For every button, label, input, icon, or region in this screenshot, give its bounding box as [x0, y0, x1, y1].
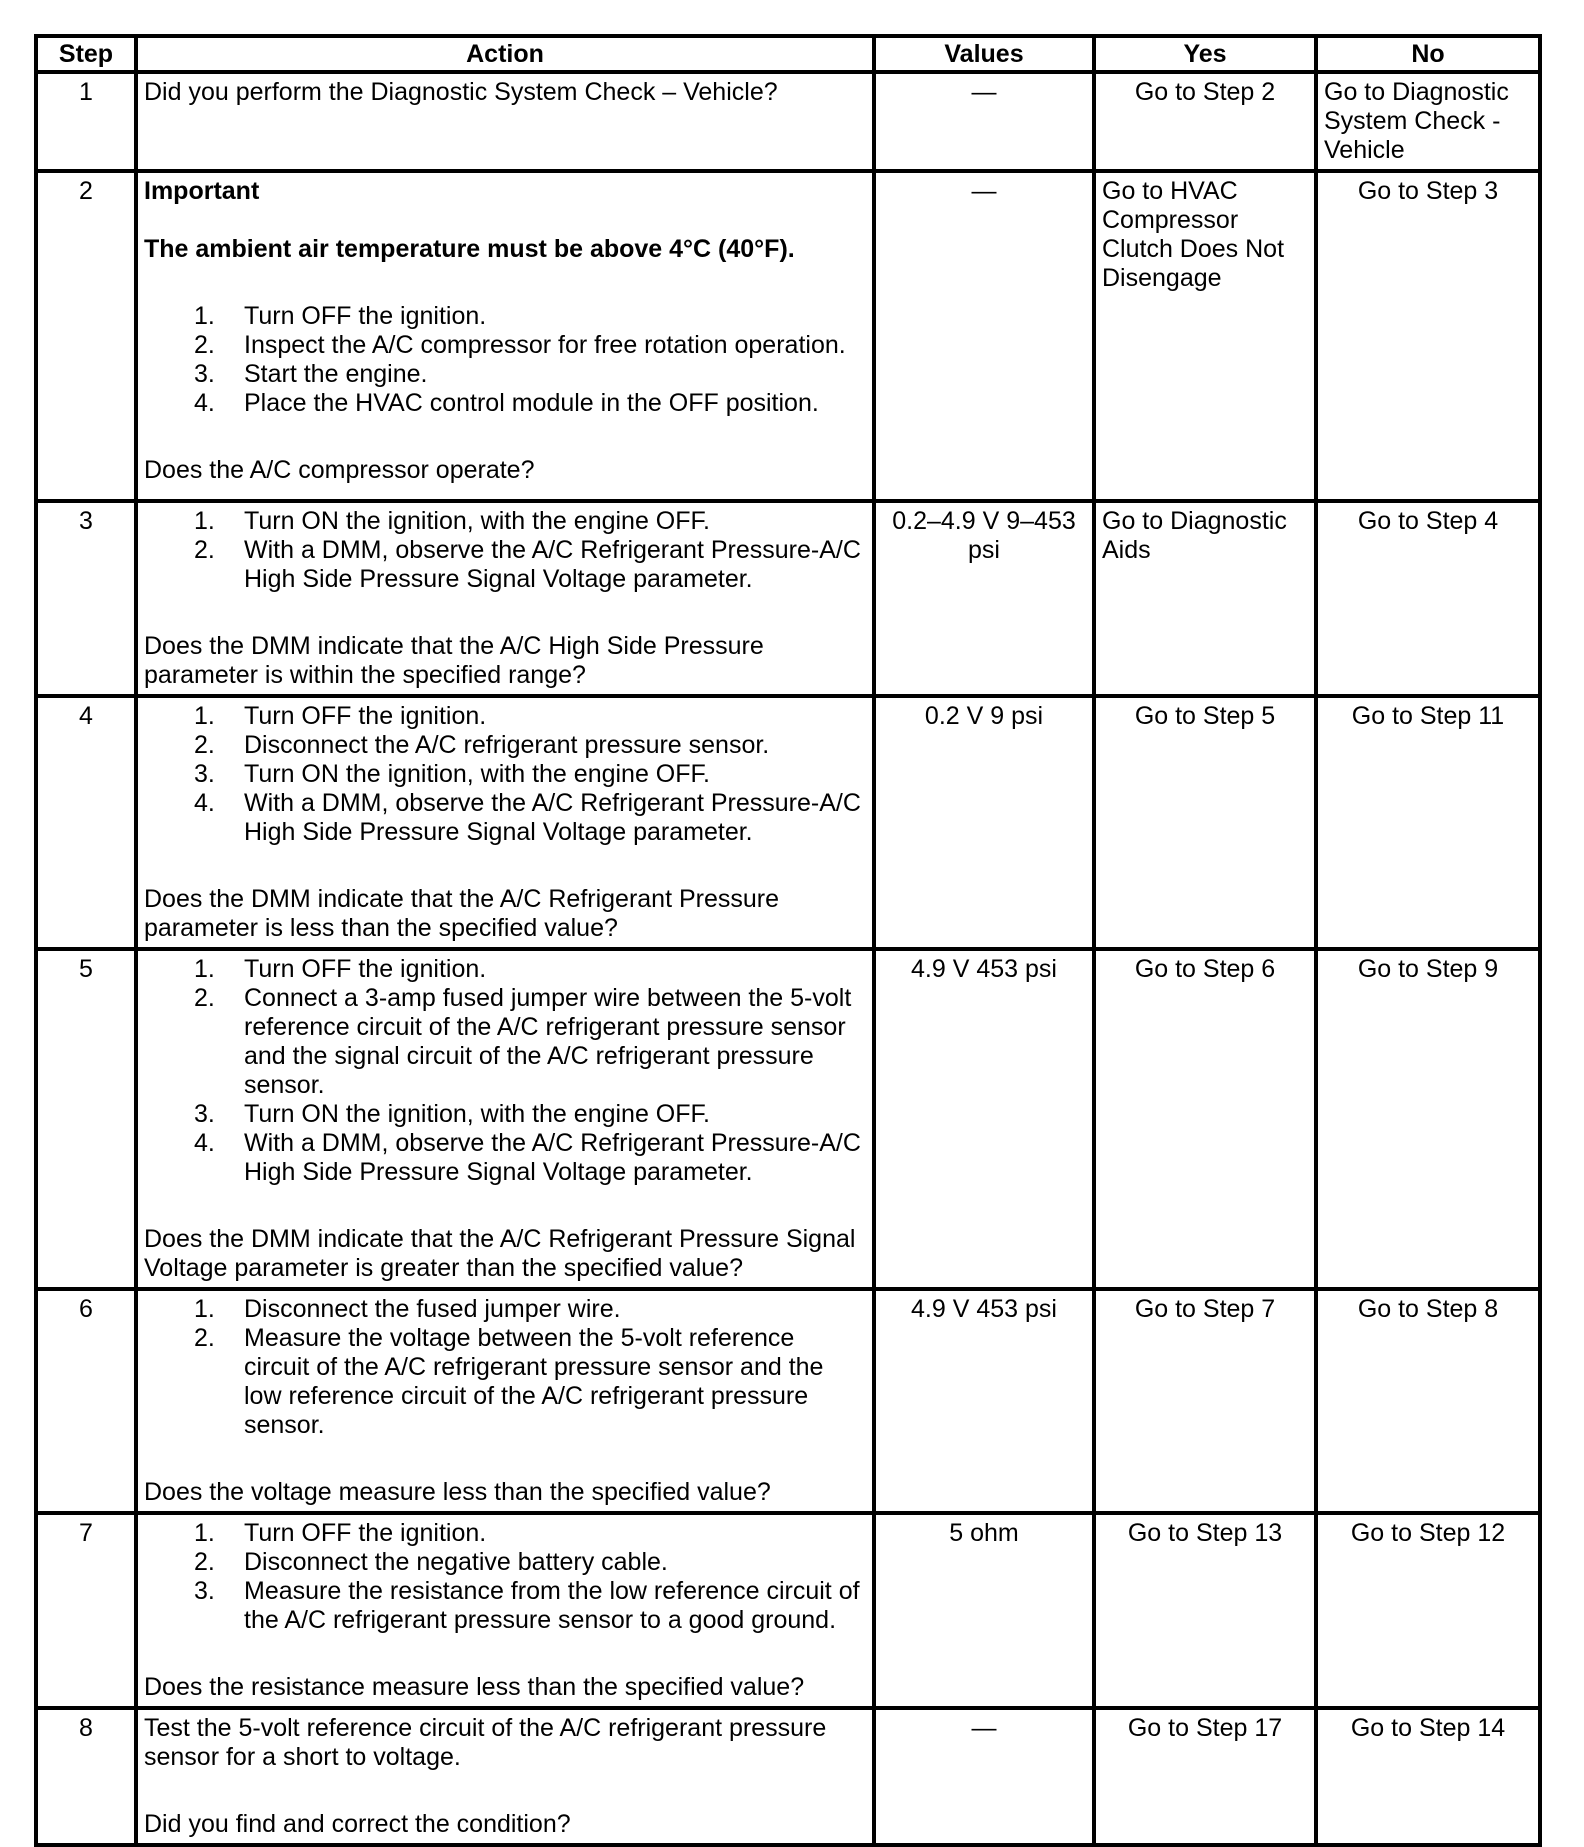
value-cell: — — [874, 171, 1094, 501]
value-cell: 4.9 V 453 psi — [874, 1289, 1094, 1513]
no-cell: Go to Step 3 — [1316, 171, 1540, 501]
diagnostic-table — [34, 34, 1542, 1847]
header-row — [36, 36, 1540, 72]
action-question: Does the DMM indicate that the A/C Refrigerant Pressure parameter is less than the specified value? — [144, 885, 780, 942]
action-question: Does the DMM indicate that the A/C High Side Pressure parameter is within the specified range? — [144, 632, 764, 689]
item-number: 3. — [194, 1577, 215, 1605]
no-cell: Go to Step 4 — [1316, 501, 1540, 696]
value-cell: — — [874, 72, 1094, 171]
spacer — [144, 1440, 866, 1478]
item-text: With a DMM, observe the A/C Refrigerant Pressure-A/C High Side Pressure Signal Voltage parameter. — [244, 1129, 861, 1186]
list-item — [144, 1548, 866, 1577]
action-question: Does the DMM indicate that the A/C Refrigerant Pressure Signal Voltage parameter is greater than the specified value? — [144, 1225, 856, 1282]
spacer — [144, 264, 866, 293]
list-item — [144, 1100, 866, 1129]
list-item — [144, 760, 866, 789]
action-cell — [136, 501, 874, 696]
action-cell — [136, 949, 874, 1289]
action-list — [144, 507, 866, 594]
item-text: Turn OFF the ignition. — [244, 1519, 487, 1547]
item-text: Disconnect the A/C refrigerant pressure sensor. — [244, 731, 770, 759]
item-text: Turn OFF the ignition. — [244, 302, 487, 330]
item-text: Measure the voltage between the 5-volt reference circuit of the A/C refrigerant pressure sensor and the low reference circuit of the A/C refrigerant pressure sensor. — [244, 1324, 824, 1439]
item-text: Turn OFF the ignition. — [244, 702, 487, 730]
no-cell: Go to Step 11 — [1316, 696, 1540, 949]
action-cell — [136, 72, 874, 171]
action-list — [144, 302, 866, 418]
list-item — [144, 389, 866, 418]
value-cell: — — [874, 1708, 1094, 1845]
list-item — [144, 1577, 866, 1635]
item-number: 2. — [194, 984, 215, 1012]
action-question: Does the A/C compressor operate? — [144, 456, 535, 484]
spacer — [144, 1635, 866, 1673]
item-number: 2. — [194, 731, 215, 759]
item-number: 1. — [194, 507, 215, 535]
spacer — [144, 1772, 866, 1810]
no-cell: Go to Step 14 — [1316, 1708, 1540, 1845]
item-text: Turn OFF the ignition. — [244, 955, 487, 983]
step-number: 2 — [36, 171, 136, 501]
item-text: Place the HVAC control module in the OFF position. — [244, 389, 819, 417]
item-text: Inspect the A/C compressor for free rotation operation. — [244, 331, 846, 359]
item-text: Start the engine. — [244, 360, 428, 388]
yes-cell: Go to Step 7 — [1094, 1289, 1316, 1513]
item-text: With a DMM, observe the A/C Refrigerant Pressure-A/C High Side Pressure Signal Voltage parameter. — [244, 789, 861, 846]
table-row-step-4 — [36, 696, 1540, 949]
action-question: Does the voltage measure less than the specified value? — [144, 1478, 771, 1506]
yes-cell: Go to Step 6 — [1094, 949, 1316, 1289]
yes-cell: Go to Step 17 — [1094, 1708, 1316, 1845]
action-intro: Test the 5-volt reference circuit of the A/C refrigerant pressure sensor for a short to voltage. — [144, 1714, 827, 1771]
table-row-step-1 — [36, 72, 1540, 171]
list-item — [144, 1129, 866, 1187]
step-number: 6 — [36, 1289, 136, 1513]
item-text: Disconnect the fused jumper wire. — [244, 1295, 621, 1323]
no-cell: Go to Step 8 — [1316, 1289, 1540, 1513]
item-text: Turn ON the ignition, with the engine OFF. — [244, 507, 710, 535]
spacer — [144, 847, 866, 885]
item-number: 1. — [194, 955, 215, 983]
no-cell: Go to Diagnostic System Check - Vehicle — [1316, 72, 1540, 171]
action-cell — [136, 171, 874, 501]
item-number: 4. — [194, 789, 215, 817]
item-number: 3. — [194, 1100, 215, 1128]
table-row-step-6 — [36, 1289, 1540, 1513]
table-row-step-8 — [36, 1708, 1540, 1845]
item-text: Connect a 3-amp fused jumper wire between the 5-volt reference circuit of the A/C refrigerant pressure sensor and the signal circuit of the A/C refrigerant pressure sensor. — [244, 984, 852, 1099]
yes-cell: Go to Diagnostic Aids — [1094, 501, 1316, 696]
value-cell: 4.9 V 453 psi — [874, 949, 1094, 1289]
list-item — [144, 1519, 866, 1548]
step-number: 5 — [36, 949, 136, 1289]
list-item — [144, 360, 866, 389]
spacer — [144, 206, 866, 235]
item-number: 3. — [194, 760, 215, 788]
item-number: 4. — [194, 389, 215, 417]
yes-cell: Go to Step 5 — [1094, 696, 1316, 949]
action-list — [144, 702, 866, 847]
item-text: Measure the resistance from the low reference circuit of the A/C refrigerant pressure sensor to a good ground. — [244, 1577, 860, 1634]
list-item — [144, 536, 866, 594]
item-text: Disconnect the negative battery cable. — [244, 1548, 668, 1576]
spacer — [144, 418, 866, 456]
action-list — [144, 1519, 866, 1635]
item-text: With a DMM, observe the A/C Refrigerant Pressure-A/C High Side Pressure Signal Voltage parameter. — [244, 536, 861, 593]
step-number: 7 — [36, 1513, 136, 1708]
list-item — [144, 507, 866, 536]
item-number: 1. — [194, 302, 215, 330]
list-item — [144, 302, 866, 331]
yes-cell: Go to HVAC Compressor Clutch Does Not Disengage — [1094, 171, 1316, 501]
list-item — [144, 702, 866, 731]
header-no: No — [1316, 36, 1540, 72]
spacer — [144, 1187, 866, 1225]
action-cell — [136, 1708, 874, 1845]
item-number: 1. — [194, 702, 215, 730]
action-cell — [136, 1513, 874, 1708]
important-label: Important — [144, 177, 260, 205]
action-list — [144, 1295, 866, 1440]
list-item — [144, 1324, 866, 1440]
table-row-step-5 — [36, 949, 1540, 1289]
yes-cell: Go to Step 13 — [1094, 1513, 1316, 1708]
list-item — [144, 331, 866, 360]
action-question: Does the resistance measure less than the specified value? — [144, 1673, 805, 1701]
step-number: 1 — [36, 72, 136, 171]
header-action: Action — [136, 36, 874, 72]
item-number: 1. — [194, 1295, 215, 1323]
no-cell: Go to Step 12 — [1316, 1513, 1540, 1708]
table-row-step-3 — [36, 501, 1540, 696]
step-number: 8 — [36, 1708, 136, 1845]
value-cell: 0.2 V 9 psi — [874, 696, 1094, 949]
action-list — [144, 955, 866, 1187]
item-number: 1. — [194, 1519, 215, 1547]
table-row-step-2 — [36, 171, 1540, 501]
diagnostic-table-container — [34, 34, 1542, 1847]
table-row-step-7 — [36, 1513, 1540, 1708]
item-number: 2. — [194, 1324, 215, 1352]
spacer — [144, 594, 866, 632]
action-question: Did you perform the Diagnostic System Check – Vehicle? — [144, 78, 778, 106]
item-number: 2. — [194, 536, 215, 564]
action-cell — [136, 696, 874, 949]
item-text: Turn ON the ignition, with the engine OFF. — [244, 760, 710, 788]
header-values: Values — [874, 36, 1094, 72]
important-text: The ambient air temperature must be above 4°C (40°F). — [144, 235, 795, 263]
item-number: 4. — [194, 1129, 215, 1157]
list-item — [144, 731, 866, 760]
step-number: 4 — [36, 696, 136, 949]
yes-cell: Go to Step 2 — [1094, 72, 1316, 171]
step-number: 3 — [36, 501, 136, 696]
header-yes: Yes — [1094, 36, 1316, 72]
item-number: 2. — [194, 331, 215, 359]
list-item — [144, 789, 866, 847]
list-item — [144, 984, 866, 1100]
action-question: Did you find and correct the condition? — [144, 1810, 571, 1838]
item-number: 3. — [194, 360, 215, 388]
item-text: Turn ON the ignition, with the engine OFF. — [244, 1100, 710, 1128]
list-item — [144, 1295, 866, 1324]
value-cell: 5 ohm — [874, 1513, 1094, 1708]
no-cell: Go to Step 9 — [1316, 949, 1540, 1289]
action-cell — [136, 1289, 874, 1513]
header-step: Step — [36, 36, 136, 72]
list-item — [144, 955, 866, 984]
value-cell: 0.2–4.9 V 9–453 psi — [874, 501, 1094, 696]
item-number: 2. — [194, 1548, 215, 1576]
